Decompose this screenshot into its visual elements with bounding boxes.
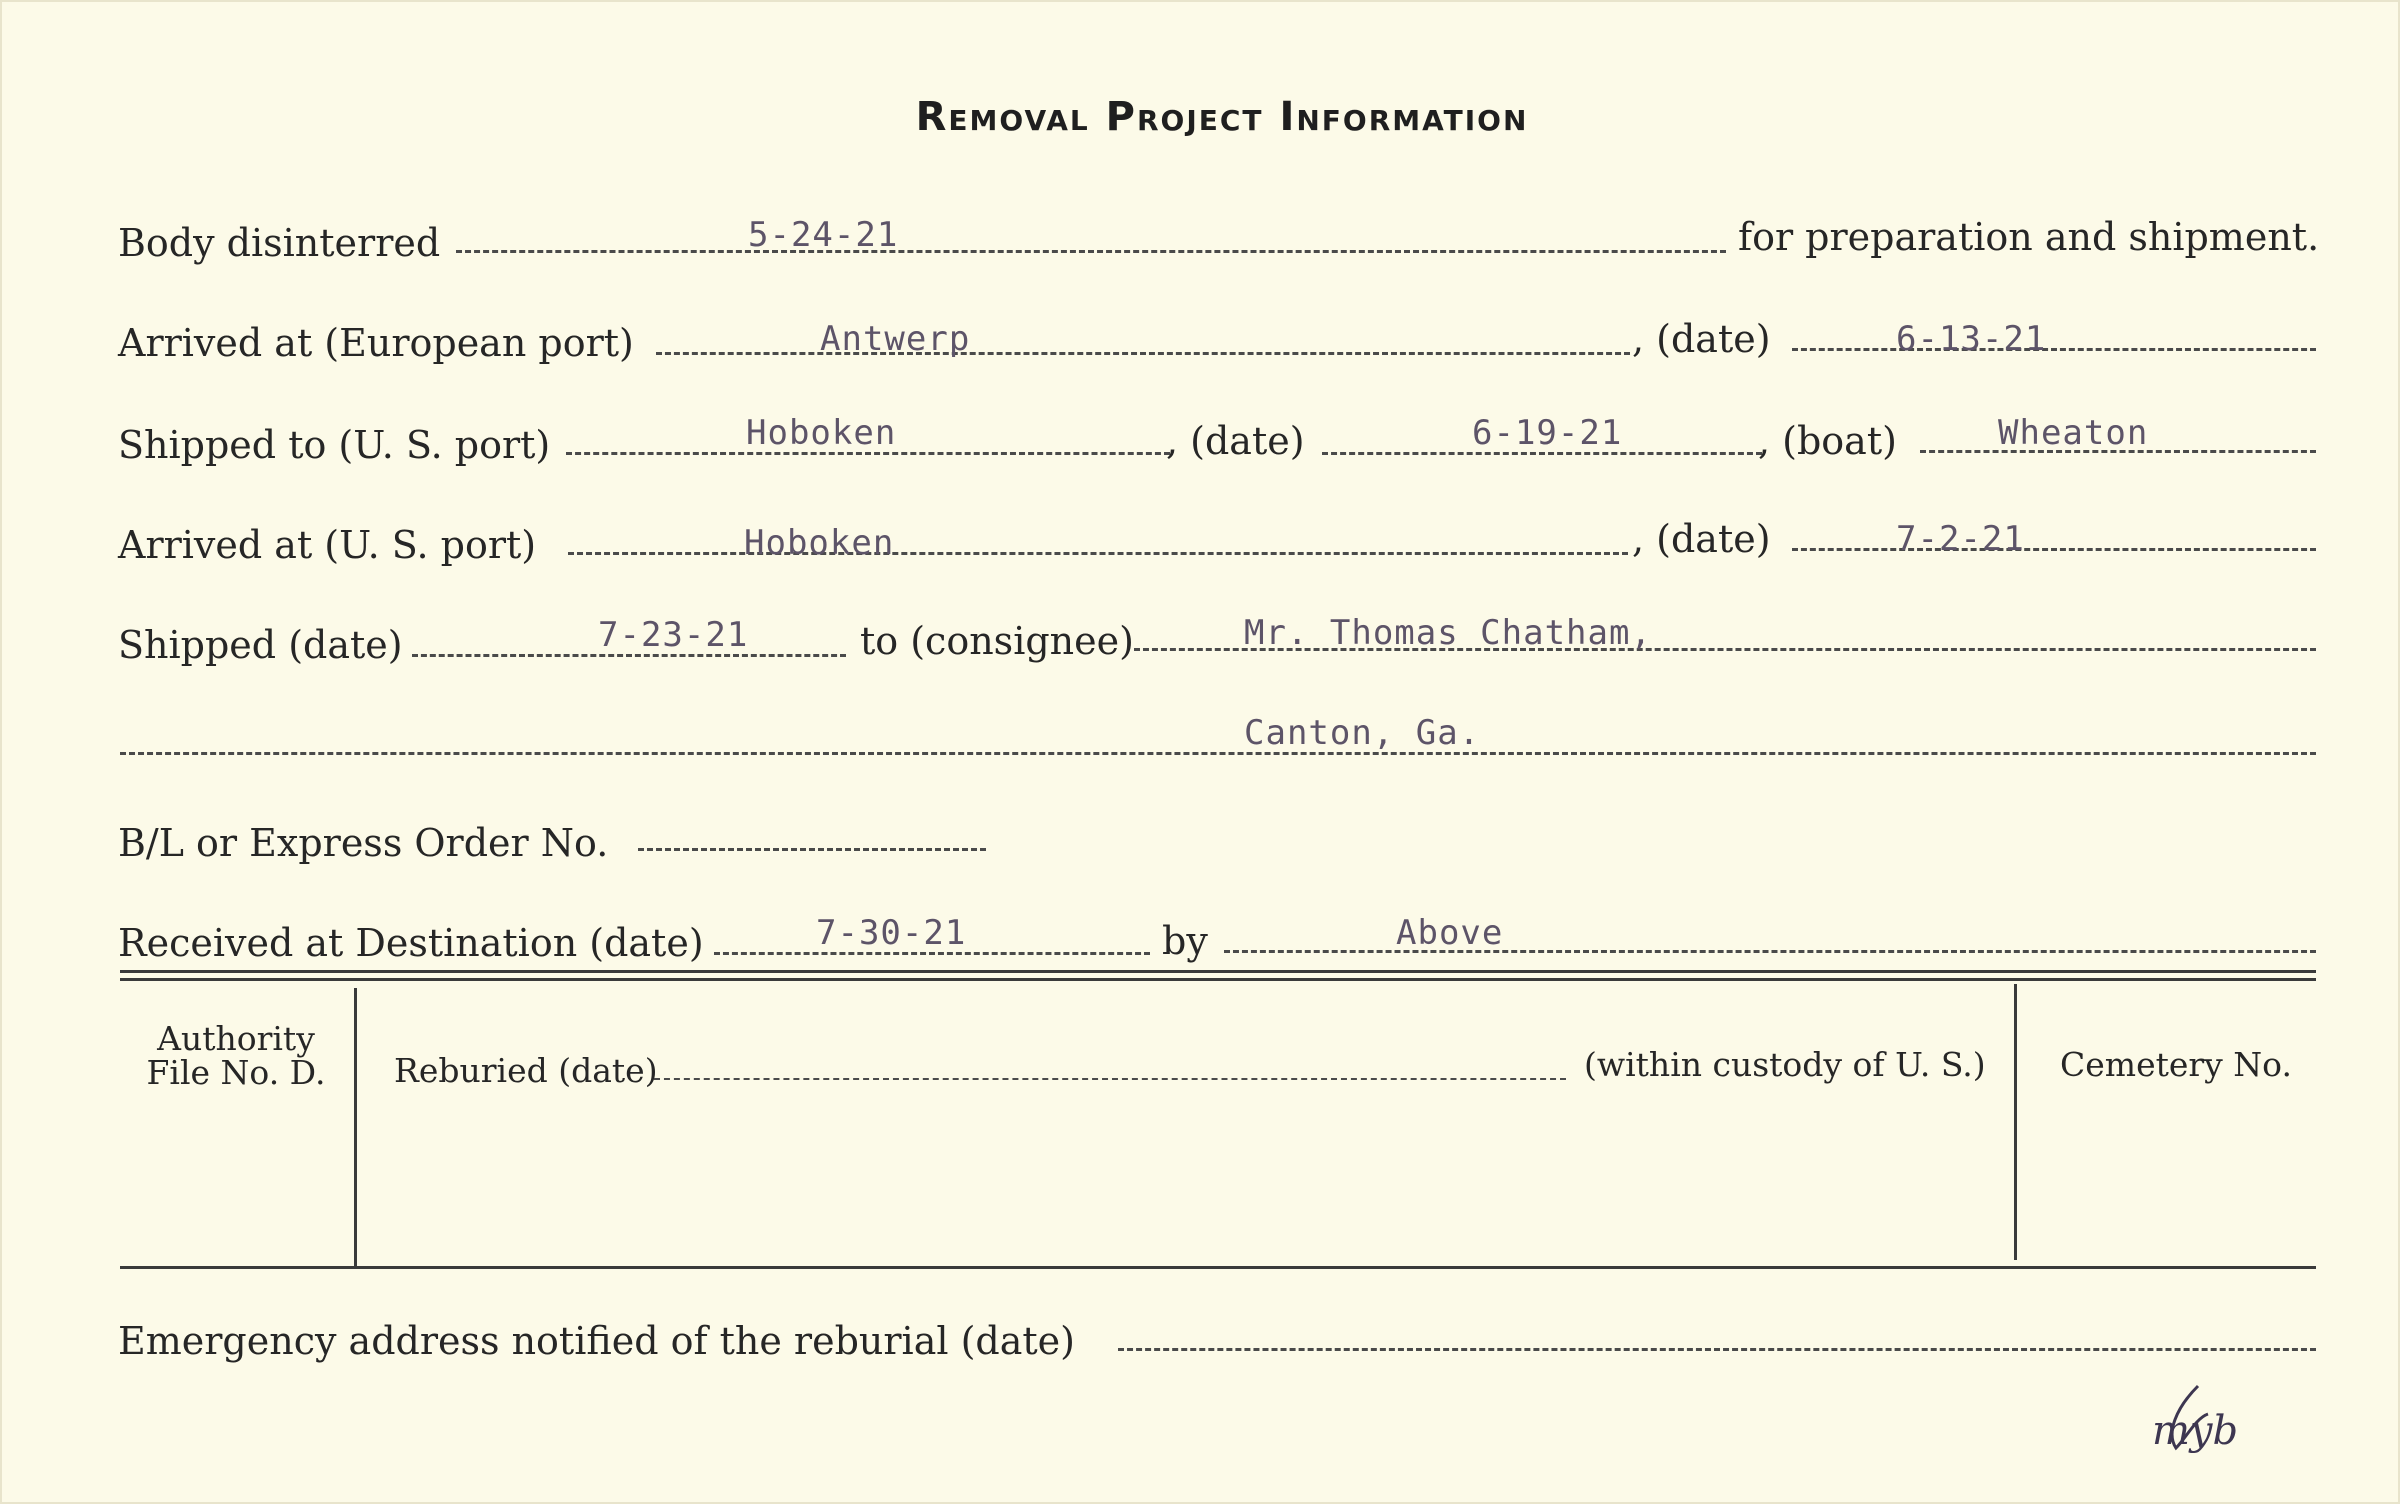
reburied-line	[654, 1078, 1566, 1080]
consignee-address-value: Canton, Ga.	[1244, 713, 1481, 753]
shipped-date-value: 6-19-21	[1472, 413, 1623, 453]
table-top-rule-inner	[120, 978, 2316, 981]
arrived-date-line	[1792, 548, 2316, 551]
us-port-arrived-label: Arrived at (U. S. port)	[118, 523, 537, 567]
us-port-arrived-value: Hoboken	[744, 523, 895, 563]
handwritten-initials	[2152, 1408, 2238, 1454]
consignee-value: Mr. Thomas Chatham,	[1244, 613, 1652, 653]
shipped-date-row-label: Shipped (date)	[118, 623, 403, 667]
consignee-label: to (consignee)	[860, 619, 1134, 663]
form-title: Removal Project Information	[915, 94, 1529, 140]
body-disinterred-line	[456, 250, 1726, 253]
authority-file-label: File No. D.	[146, 1053, 326, 1092]
received-destination-label: Received at Destination (date)	[118, 921, 704, 965]
european-date-label: , (date)	[1632, 317, 1771, 361]
european-date-value: 6-13-21	[1896, 319, 2047, 359]
us-port-shipped-label: Shipped to (U. S. port)	[118, 423, 551, 467]
body-disinterred-label: Body disinterred	[118, 221, 441, 265]
shipped-date-row-value: 7-23-21	[598, 615, 749, 655]
authority-label: Authority	[157, 1019, 315, 1058]
initials-flourish-icon	[2146, 1378, 2226, 1458]
boat-label: , (boat)	[1758, 419, 1897, 463]
preparation-shipment-label: for preparation and shipment.	[1738, 215, 2320, 259]
european-port-value: Antwerp	[820, 319, 971, 359]
initials-text: myb	[2152, 1408, 2239, 1454]
consignee-address-line	[120, 752, 2316, 755]
express-order-line	[638, 848, 986, 851]
boat-value: Wheaton	[1998, 413, 2149, 453]
received-by-line	[1224, 950, 2316, 953]
emergency-label: Emergency address notified of the reburial (date)	[118, 1319, 1075, 1363]
arrived-date-value: 7-2-21	[1896, 519, 2025, 559]
received-date-value: 7-30-21	[816, 913, 967, 953]
custody-label: (within custody of U. S.)	[1584, 1045, 1986, 1084]
european-date-line	[1792, 348, 2316, 351]
european-port-label: Arrived at (European port)	[118, 321, 634, 365]
express-order-label: B/L or Express Order No.	[118, 821, 609, 865]
us-port-shipped-value: Hoboken	[746, 413, 897, 453]
body-disinterred-value: 5-24-21	[748, 215, 899, 255]
received-by-value: Above	[1396, 913, 1504, 953]
shipped-date-label: , (date)	[1166, 419, 1305, 463]
table-divider-right	[2014, 984, 2017, 1260]
emergency-line	[1118, 1348, 2316, 1351]
cemetery-label: Cemetery No.	[2060, 1045, 2292, 1084]
table-divider-left	[354, 988, 357, 1266]
table-top-rule	[120, 970, 2316, 973]
received-by-label: by	[1162, 919, 1208, 963]
arrived-date-label: , (date)	[1632, 517, 1771, 561]
us-port-arrived-line	[568, 552, 1628, 555]
reburied-label: Reburied (date)	[394, 1051, 658, 1090]
european-port-line	[656, 352, 1630, 355]
table-bottom-rule	[120, 1266, 2316, 1269]
